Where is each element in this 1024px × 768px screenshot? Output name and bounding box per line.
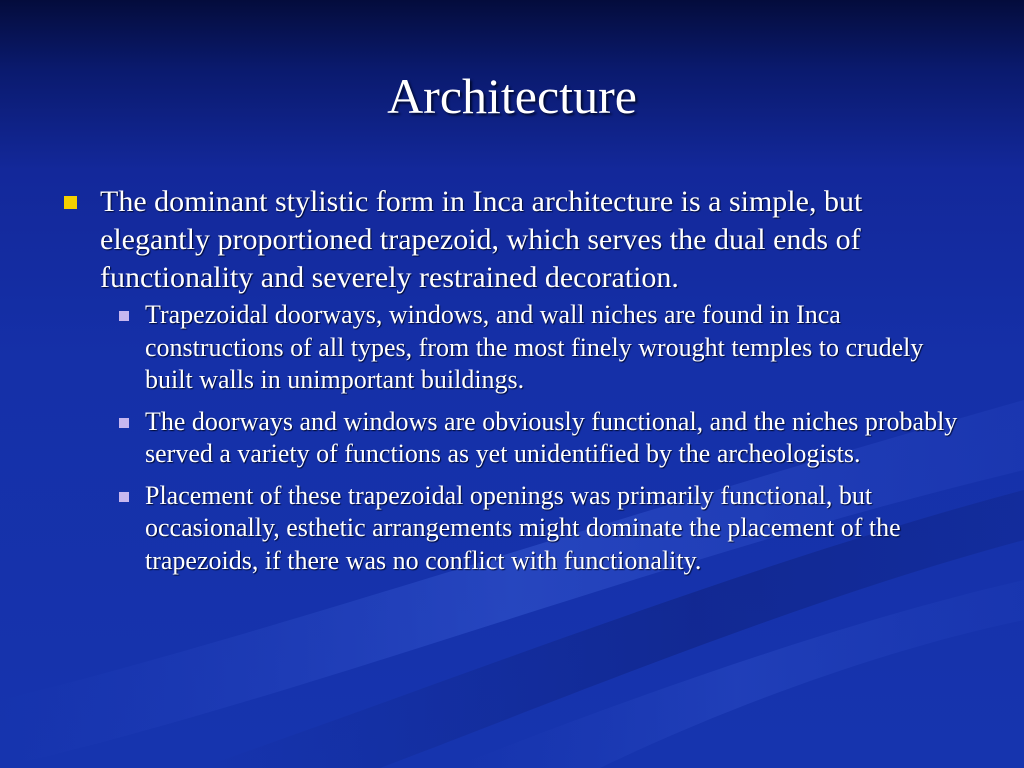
sub-bullet [105,406,970,471]
main-bullet-text: The dominant stylistic form in Inca architecture is a simple, but elegantly proportioned trapezoid, which serves the dual ends of functionality and severely restrained decoration. [100,185,863,294]
sub-bullet [105,299,970,397]
sub-bullet-text: Trapezoidal doorways, windows, and wall niches are found in Inca constructions of all types, from the most finely wrought temples to crudely built walls in unimportant buildings. [145,300,924,394]
slide-content [60,183,970,586]
square-bullet-icon [119,418,129,428]
sub-bullet-list [105,299,970,577]
square-bullet-icon [119,311,129,321]
sub-bullet-text: Placement of these trapezoidal openings was primarily functional, but occasionally, esthetic arrangements might dominate the placement of the trapezoids, if there was no conflict with functionality. [145,480,901,575]
slide-title: Architecture [387,68,637,124]
sub-bullet-text: The doorways and windows are obviously functional, and the niches probably served a variety of functions as yet unidentified by the archeologists. [145,406,958,468]
sub-bullet [105,480,970,578]
square-bullet-icon [64,196,77,209]
square-bullet-icon [119,492,129,502]
main-bullet [60,183,970,297]
